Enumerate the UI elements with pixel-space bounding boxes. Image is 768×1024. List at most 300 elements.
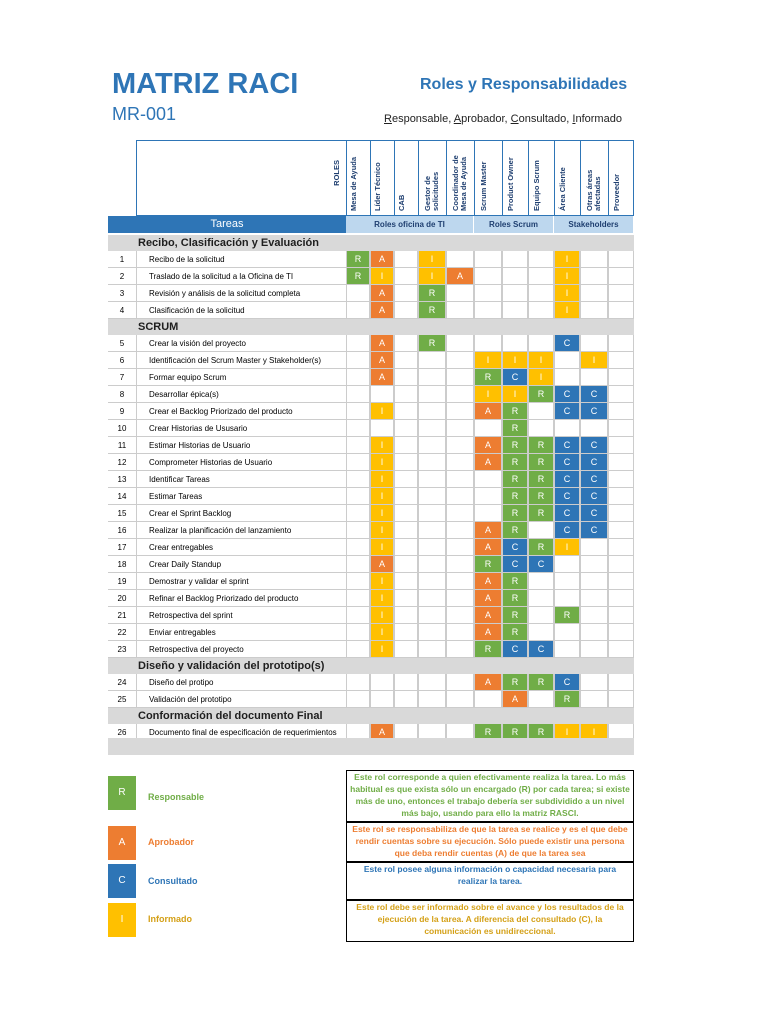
raci-cell: [418, 386, 446, 403]
raci-cell: [608, 573, 634, 590]
task-name: Retrospectiva del proyecto: [136, 641, 346, 658]
raci-cell: [370, 386, 394, 403]
row-number: 18: [108, 556, 136, 573]
page-title: MATRIZ RACI: [112, 68, 299, 100]
raci-cell: I: [370, 403, 394, 420]
table-row: [108, 488, 634, 505]
raci-cell: R: [346, 251, 370, 268]
raci-cell: R: [502, 454, 528, 471]
raci-cell: A: [474, 624, 502, 641]
raci-cell: C: [580, 488, 608, 505]
raci-cell: [474, 691, 502, 708]
table-row: [108, 573, 634, 590]
raci-cell: [554, 420, 580, 437]
raci-cell: [446, 386, 474, 403]
raci-cell: C: [502, 369, 528, 386]
task-name: Crear Daily Standup: [136, 556, 346, 573]
raci-cell: C: [502, 539, 528, 556]
raci-cell: [346, 420, 370, 437]
raci-cell: R: [418, 285, 446, 302]
raci-cell: C: [502, 641, 528, 658]
raci-cell: [528, 285, 554, 302]
raci-cell: C: [554, 403, 580, 420]
raci-cell: A: [370, 369, 394, 386]
raci-cell: [346, 488, 370, 505]
raci-cell: [608, 352, 634, 369]
row-number: 17: [108, 539, 136, 556]
raci-cell: [394, 471, 418, 488]
raci-cell: I: [370, 505, 394, 522]
raci-cell: [418, 539, 446, 556]
raci-cell: R: [502, 505, 528, 522]
raci-cell: [394, 641, 418, 658]
raci-cell: C: [580, 403, 608, 420]
raci-cell: [474, 488, 502, 505]
legend-swatch-a: A: [108, 826, 136, 860]
raci-cell: I: [370, 471, 394, 488]
section-header: Diseño y validación del prototipo(s): [108, 658, 634, 674]
raci-cell: [446, 454, 474, 471]
table-row: [108, 268, 634, 285]
section-header: Conformación del documento Final: [108, 708, 634, 724]
rasci-a-rest: probador,: [461, 113, 511, 125]
table-row: [108, 386, 634, 403]
rasci-legend-line: [384, 113, 622, 125]
raci-cell: C: [580, 437, 608, 454]
raci-cell: [446, 285, 474, 302]
raci-cell: I: [580, 352, 608, 369]
task-name: Demostrar y validar el sprint: [136, 573, 346, 590]
task-name: Documento final de especificación de requerimientos: [136, 724, 346, 741]
raci-cell: C: [554, 488, 580, 505]
legend-label: Aprobador: [148, 837, 194, 847]
raci-cell: C: [554, 505, 580, 522]
raci-cell: [608, 386, 634, 403]
raci-cell: R: [418, 302, 446, 319]
row-number: 10: [108, 420, 136, 437]
raci-cell: [608, 369, 634, 386]
raci-cell: I: [554, 539, 580, 556]
group-stakeholders: Stakeholders: [554, 216, 634, 233]
raci-cell: R: [502, 403, 528, 420]
table-row: [108, 556, 634, 573]
raci-cell: [418, 352, 446, 369]
raci-cell: A: [370, 335, 394, 352]
raci-cell: R: [528, 505, 554, 522]
raci-cell: A: [474, 403, 502, 420]
row-number: 23: [108, 641, 136, 658]
raci-cell: R: [474, 369, 502, 386]
raci-cell: [446, 335, 474, 352]
raci-cell: [346, 505, 370, 522]
row-number: 9: [108, 403, 136, 420]
raci-cell: [580, 624, 608, 641]
raci-cell: [608, 471, 634, 488]
group-scrum: Roles Scrum: [474, 216, 554, 233]
task-name: Revisión y análisis de la solicitud completa: [136, 285, 346, 302]
row-number: 16: [108, 522, 136, 539]
raci-cell: [446, 522, 474, 539]
table-row: [108, 335, 634, 352]
raci-cell: [608, 556, 634, 573]
row-number: 3: [108, 285, 136, 302]
raci-cell: [394, 335, 418, 352]
raci-cell: A: [370, 285, 394, 302]
role-header: Product Owner: [506, 157, 515, 211]
task-name: Traslado de la solicitud a la Oficina de TI: [136, 268, 346, 285]
raci-cell: I: [370, 573, 394, 590]
raci-cell: I: [370, 539, 394, 556]
raci-cell: [580, 420, 608, 437]
raci-cell: R: [528, 454, 554, 471]
raci-cell: [608, 674, 634, 691]
raci-cell: R: [474, 641, 502, 658]
legend-description: Este rol corresponde a quien efectivamente realiza la tarea. Lo más habitual es que exista sólo un encargado (R) por cada tarea; si existe más de uno, entonces el trabajo debería ser subdividido a un nivel más bajo, usando para ello la matriz RASCI.: [346, 770, 634, 822]
role-header: CAB: [397, 194, 406, 211]
row-number: 22: [108, 624, 136, 641]
table-row: [108, 302, 634, 319]
raci-cell: [608, 590, 634, 607]
rasci-i-rest: nformado: [575, 113, 622, 125]
task-name: Estimar Historias de Usuario: [136, 437, 346, 454]
row-number: 25: [108, 691, 136, 708]
raci-cell: A: [474, 607, 502, 624]
raci-cell: [394, 539, 418, 556]
raci-cell: R: [502, 488, 528, 505]
raci-cell: [554, 556, 580, 573]
matrix-footer-bar: [108, 738, 634, 755]
raci-cell: A: [474, 674, 502, 691]
raci-cell: [346, 691, 370, 708]
raci-cell: [474, 285, 502, 302]
raci-cell: I: [554, 285, 580, 302]
raci-cell: [528, 268, 554, 285]
raci-cell: [580, 556, 608, 573]
table-row: [108, 505, 634, 522]
raci-cell: A: [370, 724, 394, 741]
raci-cell: [474, 505, 502, 522]
raci-cell: C: [554, 437, 580, 454]
rasci-r: R: [384, 113, 392, 125]
raci-cell: [394, 691, 418, 708]
legend-label: Responsable: [148, 792, 205, 802]
row-number: 24: [108, 674, 136, 691]
raci-cell: C: [502, 556, 528, 573]
raci-cell: [474, 302, 502, 319]
raci-cell: A: [370, 302, 394, 319]
raci-cell: [580, 369, 608, 386]
raci-cell: [528, 590, 554, 607]
raci-cell: [554, 624, 580, 641]
raci-cell: [394, 285, 418, 302]
raci-cell: [446, 573, 474, 590]
raci-cell: [394, 302, 418, 319]
role-header: Área Cliente: [558, 167, 567, 211]
raci-cell: [418, 488, 446, 505]
raci-cell: [370, 420, 394, 437]
raci-cell: [346, 590, 370, 607]
raci-cell: A: [370, 352, 394, 369]
raci-cell: [394, 522, 418, 539]
raci-cell: I: [554, 724, 580, 741]
raci-cell: [502, 268, 528, 285]
raci-cell: [418, 505, 446, 522]
section-header: SCRUM: [108, 319, 634, 335]
raci-cell: [554, 369, 580, 386]
task-name: Identificación del Scrum Master y Stakeholder(s): [136, 352, 346, 369]
table-row: [108, 437, 634, 454]
raci-cell: [446, 437, 474, 454]
raci-cell: A: [474, 573, 502, 590]
raci-cell: [446, 607, 474, 624]
raci-cell: [580, 590, 608, 607]
role-header: Coordinador de Mesa de Ayuda: [451, 155, 468, 211]
raci-cell: I: [554, 251, 580, 268]
raci-cell: [580, 268, 608, 285]
raci-cell: [394, 454, 418, 471]
raci-cell: [554, 352, 580, 369]
raci-cell: [346, 607, 370, 624]
task-name: Enviar entregables: [136, 624, 346, 641]
raci-cell: A: [474, 454, 502, 471]
raci-cell: I: [370, 590, 394, 607]
raci-cell: R: [502, 573, 528, 590]
raci-cell: I: [370, 607, 394, 624]
raci-cell: [394, 369, 418, 386]
raci-cell: [418, 607, 446, 624]
raci-cell: [446, 505, 474, 522]
task-name: Formar equipo Scrum: [136, 369, 346, 386]
raci-cell: [502, 335, 528, 352]
raci-cell: [418, 420, 446, 437]
raci-cell: R: [502, 607, 528, 624]
raci-cell: [474, 420, 502, 437]
raci-cell: [370, 691, 394, 708]
table-row: [108, 641, 634, 658]
raci-cell: [528, 607, 554, 624]
raci-cell: [554, 590, 580, 607]
raci-cell: I: [418, 251, 446, 268]
task-name: Crear el Backlog Priorizado del producto: [136, 403, 346, 420]
raci-cell: R: [528, 724, 554, 741]
raci-cell: C: [554, 386, 580, 403]
raci-cell: R: [528, 386, 554, 403]
legend-label: Consultado: [148, 876, 198, 886]
raci-cell: [608, 335, 634, 352]
raci-cell: [446, 556, 474, 573]
raci-cell: C: [554, 674, 580, 691]
role-header: Otras áreas afectadas: [585, 169, 602, 211]
row-number: 6: [108, 352, 136, 369]
raci-cell: [394, 437, 418, 454]
raci-cell: [418, 573, 446, 590]
raci-cell: A: [474, 437, 502, 454]
task-name: Comprometer Historias de Usuario: [136, 454, 346, 471]
raci-cell: [474, 335, 502, 352]
raci-cell: [346, 556, 370, 573]
raci-cell: [474, 251, 502, 268]
raci-cell: R: [502, 471, 528, 488]
row-number: 2: [108, 268, 136, 285]
raci-cell: [446, 590, 474, 607]
raci-cell: C: [554, 471, 580, 488]
raci-cell: [446, 302, 474, 319]
raci-cell: [394, 403, 418, 420]
legend-swatch-r: R: [108, 776, 136, 810]
raci-cell: [446, 691, 474, 708]
raci-cell: R: [528, 437, 554, 454]
raci-cell: C: [554, 335, 580, 352]
raci-cell: [418, 403, 446, 420]
table-row: [108, 674, 634, 691]
raci-cell: I: [554, 268, 580, 285]
raci-cell: [346, 573, 370, 590]
raci-cell: [418, 369, 446, 386]
rasci-r-rest: esponsable,: [391, 113, 454, 125]
raci-cell: [528, 420, 554, 437]
table-row: [108, 691, 634, 708]
raci-cell: [474, 471, 502, 488]
raci-cell: R: [474, 724, 502, 741]
raci-cell: [580, 285, 608, 302]
raci-cell: R: [502, 624, 528, 641]
raci-cell: [418, 691, 446, 708]
raci-cell: A: [502, 691, 528, 708]
raci-cell: [580, 607, 608, 624]
raci-cell: [446, 471, 474, 488]
table-row: [108, 454, 634, 471]
raci-cell: [580, 335, 608, 352]
row-number: 15: [108, 505, 136, 522]
raci-cell: [608, 285, 634, 302]
task-name: Validación del prototipo: [136, 691, 346, 708]
raci-cell: A: [446, 268, 474, 285]
tareas-header: Tareas: [108, 216, 346, 233]
raci-cell: I: [474, 352, 502, 369]
raci-cell: [528, 251, 554, 268]
raci-cell: R: [346, 268, 370, 285]
table-row: [108, 251, 634, 268]
legend-label: Informado: [148, 914, 192, 924]
raci-cell: [502, 285, 528, 302]
raci-cell: [608, 624, 634, 641]
raci-cell: A: [474, 522, 502, 539]
raci-cell: [446, 641, 474, 658]
raci-cell: I: [370, 624, 394, 641]
row-number: 19: [108, 573, 136, 590]
raci-cell: [446, 403, 474, 420]
raci-cell: [394, 268, 418, 285]
task-name: Crear la visión del proyecto: [136, 335, 346, 352]
legend-swatch-c: C: [108, 864, 136, 898]
raci-cell: [346, 352, 370, 369]
raci-cell: R: [554, 691, 580, 708]
table-row: [108, 352, 634, 369]
raci-cell: I: [370, 641, 394, 658]
raci-cell: [394, 674, 418, 691]
raci-cell: I: [528, 369, 554, 386]
raci-cell: [554, 573, 580, 590]
raci-cell: I: [370, 488, 394, 505]
table-row: [108, 590, 634, 607]
raci-cell: [394, 590, 418, 607]
raci-cell: [554, 641, 580, 658]
raci-cell: [346, 624, 370, 641]
task-name: Retrospectiva del sprint: [136, 607, 346, 624]
row-number: 20: [108, 590, 136, 607]
raci-cell: [394, 607, 418, 624]
raci-cell: [446, 420, 474, 437]
raci-cell: [418, 590, 446, 607]
task-name: Crear Historias de Ususario: [136, 420, 346, 437]
raci-cell: C: [580, 522, 608, 539]
role-header: Scrum Master: [479, 161, 488, 211]
raci-cell: [394, 624, 418, 641]
row-number: 11: [108, 437, 136, 454]
legend-description: Este rol debe ser informado sobre el avance y los resultados de la ejecución de la tarea. A diferencia del consultado (C), la comunicación es unidireccional.: [346, 900, 634, 942]
legend-description: Este rol posee alguna información o capacidad necesaria para realizar la tarea.: [346, 862, 634, 900]
role-header: Gestor de solicitudes: [423, 171, 440, 211]
raci-cell: [418, 641, 446, 658]
raci-cell: [346, 454, 370, 471]
row-number: 26: [108, 724, 136, 741]
raci-cell: R: [502, 420, 528, 437]
raci-cell: [608, 420, 634, 437]
raci-cell: [394, 352, 418, 369]
raci-cell: R: [554, 607, 580, 624]
raci-cell: [394, 420, 418, 437]
raci-cell: [394, 573, 418, 590]
table-row: [108, 369, 634, 386]
rasci-c: C: [510, 113, 519, 125]
table-row: [108, 539, 634, 556]
task-name: Realizar la planificación del lanzamiento: [136, 522, 346, 539]
raci-cell: [346, 335, 370, 352]
raci-cell: [394, 556, 418, 573]
raci-cell: [418, 522, 446, 539]
raci-cell: [528, 573, 554, 590]
raci-cell: [580, 251, 608, 268]
raci-cell: [418, 674, 446, 691]
raci-cell: [580, 691, 608, 708]
raci-cell: [608, 641, 634, 658]
raci-cell: [346, 539, 370, 556]
raci-cell: [446, 674, 474, 691]
raci-cell: I: [418, 268, 446, 285]
roles-axis-label: ROLES: [332, 160, 341, 186]
raci-cell: I: [370, 522, 394, 539]
row-number: 7: [108, 369, 136, 386]
row-number: 14: [108, 488, 136, 505]
raci-cell: [446, 352, 474, 369]
row-number: 21: [108, 607, 136, 624]
raci-cell: R: [502, 522, 528, 539]
table-row: [108, 624, 634, 641]
raci-cell: I: [554, 302, 580, 319]
raci-cell: C: [580, 505, 608, 522]
raci-cell: [370, 674, 394, 691]
role-header: Mesa de Ayuda: [349, 156, 358, 211]
raci-cell: R: [474, 556, 502, 573]
rasci-a: A: [453, 113, 462, 125]
raci-cell: R: [528, 471, 554, 488]
task-name: Recibo de la solicitud: [136, 251, 346, 268]
page-subtitle: Roles y Responsabilidades: [420, 76, 628, 93]
raci-cell: [580, 302, 608, 319]
raci-cell: C: [580, 454, 608, 471]
rasci-c-rest: onsultado,: [518, 113, 573, 125]
raci-cell: [446, 488, 474, 505]
